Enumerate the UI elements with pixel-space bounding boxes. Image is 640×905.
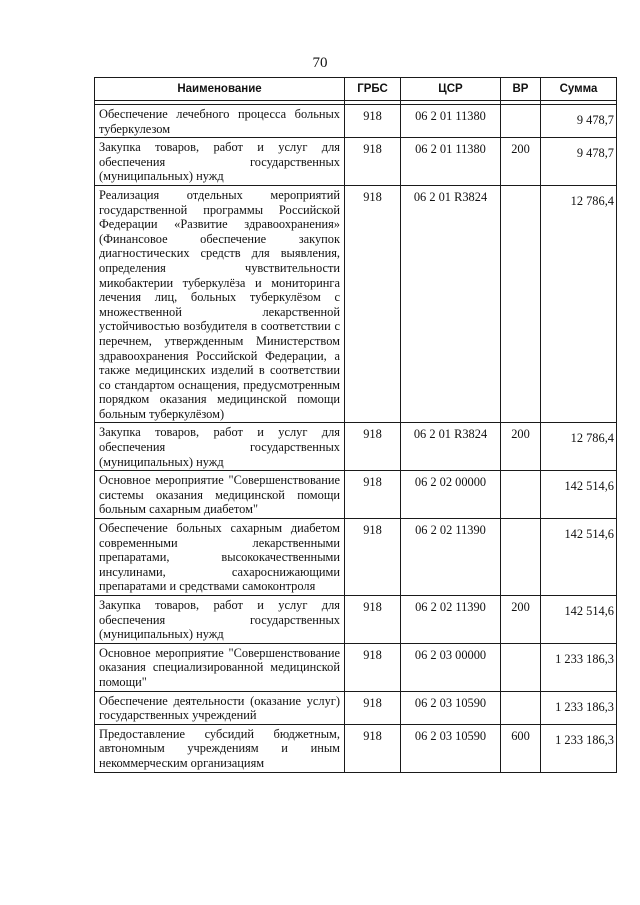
cell-name: Закупка товаров, работ и услуг для обеспечения государственных (муниципальных) нужд bbox=[95, 596, 345, 644]
cell-grbs: 918 bbox=[345, 691, 401, 724]
table-row bbox=[95, 471, 617, 519]
cell-sum: 9 478,7 bbox=[541, 105, 617, 138]
cell-vr: 200 bbox=[501, 138, 541, 186]
cell-sum: 12 786,4 bbox=[541, 185, 617, 423]
cell-name: Предоставление субсидий бюджетным, автономным учреждениям и иным некоммерческим организациям bbox=[95, 724, 345, 772]
cell-grbs: 918 bbox=[345, 423, 401, 471]
cell-grbs: 918 bbox=[345, 138, 401, 186]
cell-sum: 1 233 186,3 bbox=[541, 691, 617, 724]
cell-vr bbox=[501, 519, 541, 596]
cell-grbs: 918 bbox=[345, 185, 401, 423]
table-row bbox=[95, 691, 617, 724]
header-grbs: ГРБС bbox=[345, 78, 401, 101]
cell-vr bbox=[501, 643, 541, 691]
budget-table bbox=[94, 77, 617, 773]
cell-name: Обеспечение лечебного процесса больных туберкулезом bbox=[95, 105, 345, 138]
header-name: Наименование bbox=[95, 78, 345, 101]
cell-grbs: 918 bbox=[345, 105, 401, 138]
cell-vr bbox=[501, 691, 541, 724]
table-row bbox=[95, 519, 617, 596]
cell-vr bbox=[501, 471, 541, 519]
page-number: 70 bbox=[312, 55, 328, 71]
table-row bbox=[95, 643, 617, 691]
cell-name: Обеспечение больных сахарным диабетом современными лекарственными препаратами, высококачественными инсулинами, сахароснижающими препаратами и средствами самоконтроля bbox=[95, 519, 345, 596]
cell-grbs: 918 bbox=[345, 519, 401, 596]
table-row bbox=[95, 423, 617, 471]
cell-sum: 9 478,7 bbox=[541, 138, 617, 186]
cell-csr: 06 2 02 11390 bbox=[401, 519, 501, 596]
cell-name: Обеспечение деятельности (оказание услуг) государственных учреждений bbox=[95, 691, 345, 724]
cell-name: Закупка товаров, работ и услуг для обеспечения государственных (муниципальных) нужд bbox=[95, 423, 345, 471]
table-row bbox=[95, 724, 617, 772]
cell-grbs: 918 bbox=[345, 643, 401, 691]
cell-csr: 06 2 02 11390 bbox=[401, 596, 501, 644]
cell-grbs: 918 bbox=[345, 724, 401, 772]
cell-vr: 200 bbox=[501, 596, 541, 644]
cell-vr bbox=[501, 105, 541, 138]
table-row bbox=[95, 596, 617, 644]
cell-sum: 142 514,6 bbox=[541, 596, 617, 644]
cell-grbs: 918 bbox=[345, 596, 401, 644]
cell-name: Закупка товаров, работ и услуг для обеспечения государственных (муниципальных) нужд bbox=[95, 138, 345, 186]
cell-csr: 06 2 01 R3824 bbox=[401, 423, 501, 471]
header-row bbox=[95, 78, 617, 101]
cell-csr: 06 2 01 11380 bbox=[401, 138, 501, 186]
header-vr: ВР bbox=[501, 78, 541, 101]
cell-name: Реализация отдельных мероприятий государственной программы Российской Федерации «Развитие здравоохранения» (Финансовое обеспечение закупок диагностических средств для выявления, определения чувствительности микобактерии туберкулёза и мониторинга лечения лиц, больных туберкулёзом с множественной лекарственной устойчивостью возбудителя в соответствии с перечнем, утвержденным Министерством здравоохранения Российской Федерации, а также медицинских изделий в соответствии со стандартом оснащения, предусмотренным порядком оказания медицинской помощи больным туберкулёзом) bbox=[95, 185, 345, 423]
cell-vr: 600 bbox=[501, 724, 541, 772]
table-body bbox=[95, 101, 617, 773]
cell-csr: 06 2 03 10590 bbox=[401, 724, 501, 772]
cell-sum: 1 233 186,3 bbox=[541, 643, 617, 691]
cell-csr: 06 2 03 10590 bbox=[401, 691, 501, 724]
header-sum: Сумма bbox=[541, 78, 617, 101]
table-row bbox=[95, 185, 617, 423]
cell-csr: 06 2 01 R3824 bbox=[401, 185, 501, 423]
cell-vr bbox=[501, 185, 541, 423]
cell-csr: 06 2 01 11380 bbox=[401, 105, 501, 138]
cell-name: Основное мероприятие "Совершенствование системы оказания медицинской помощи больным сахарным диабетом" bbox=[95, 471, 345, 519]
cell-grbs: 918 bbox=[345, 471, 401, 519]
table-row bbox=[95, 105, 617, 138]
cell-vr: 200 bbox=[501, 423, 541, 471]
table-header bbox=[95, 78, 617, 101]
cell-sum: 142 514,6 bbox=[541, 519, 617, 596]
cell-sum: 12 786,4 bbox=[541, 423, 617, 471]
header-csr: ЦСР bbox=[401, 78, 501, 101]
cell-sum: 142 514,6 bbox=[541, 471, 617, 519]
cell-csr: 06 2 02 00000 bbox=[401, 471, 501, 519]
cell-csr: 06 2 03 00000 bbox=[401, 643, 501, 691]
table-row bbox=[95, 138, 617, 186]
cell-name: Основное мероприятие "Совершенствование оказания специализированной медицинской помощи" bbox=[95, 643, 345, 691]
cell-sum: 1 233 186,3 bbox=[541, 724, 617, 772]
